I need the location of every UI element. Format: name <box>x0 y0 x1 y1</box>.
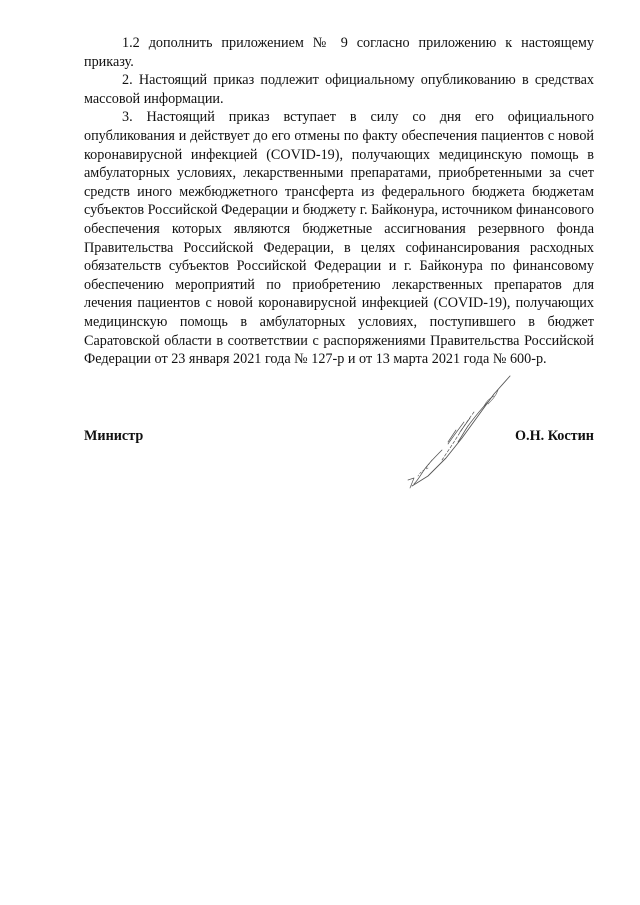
paragraph-1-2: 1.2 дополнить приложением № 9 согласно приложению к настоящему приказу. <box>84 35 594 70</box>
signatory-title: Министр <box>84 428 144 444</box>
document-body <box>84 34 594 369</box>
signatory-name: О.Н. Костин <box>514 428 594 444</box>
paragraph-3: 3. Настоящий приказ вступает в силу со дня его официального опубликования и действует до его отмены по факту обеспечения пациентов с новой коронавирусной инфекцией (COVID-19), получающих медицинскую помощь в амбулаторных условиях, лекарственными препаратами, приобретенными за счет средств иного межбюджетного трансферта из федерального бюджета бюджетам субъектов Российской Федерации и бюджету г. Байконура, источником финансового обеспечения которых являются бюджетные ассигнования резервного фонда Правительства Российской Федерации, в целях софинансирования расходных обязательств субъектов Российской Федерации и г. Байконура по финансовому обеспечению мероприятий по приобретению лекарственных препаратов для лечения пациентов с новой коронавирусной инфекцией (COVID-19), получающих медицинскую помощь в амбулаторных условиях, поступившего в бюджет Саратовской области в соответствии с распоряжениями Правительства Российской Федерации от 23 января 2021 года № 127-р и от 13 марта 2021 года № 600-р. <box>84 109 594 368</box>
paragraph-2: 2. Настоящий приказ подлежит официальному опубликованию в средствах массовой информации. <box>84 72 594 107</box>
handwritten-signature-icon <box>398 372 518 490</box>
